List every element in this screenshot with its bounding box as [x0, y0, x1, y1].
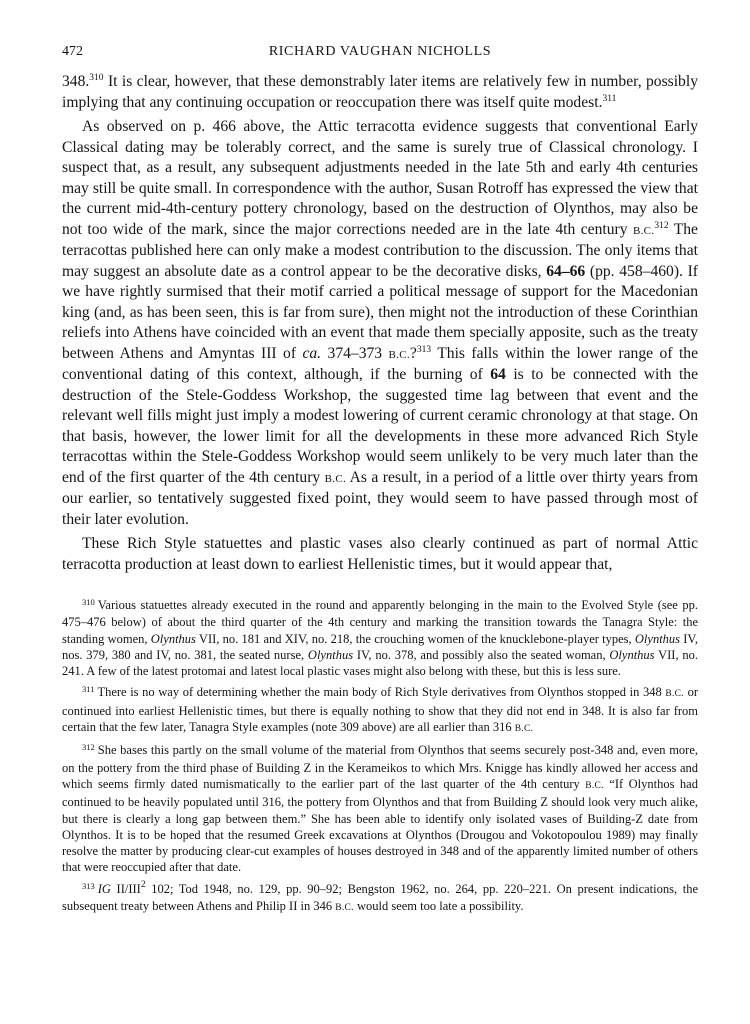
main-text: [62, 72, 698, 575]
footnote-number: 313: [82, 880, 95, 891]
era-abbreviation: B.C.: [324, 472, 347, 485]
footnote-ref-311[interactable]: 311: [602, 93, 617, 104]
journal-title: Olynthus: [609, 647, 655, 662]
footnotes: [62, 597, 698, 916]
text-run: VII, no. 241. A few of the latest protomai and latest local plastic vases might also belong with these, but this is less sure.: [62, 647, 698, 679]
text-run: As a result, in a period of a little over thirty years from our earlier, so tentatively suggested fixed point, they would seem to have passed through most of their later evolution.: [62, 468, 699, 528]
text-run: IV, no. 378, and possibly also the seated woman,: [353, 647, 610, 662]
running-head: RICHARD VAUGHAN NICHOLLS: [268, 44, 492, 59]
text-run: IV, nos. 379, 380 and IV, no. 381, the seated nurse,: [62, 631, 698, 662]
page: [62, 36, 698, 921]
footnote-ref-313[interactable]: 313: [416, 344, 432, 355]
era-abbreviation: B.C.: [335, 903, 354, 914]
text-run: is to be connected with the destruction of the Stele-Goddess Workshop, the suggested time lag between that event and the relevant well fills might just imply a modest lowering of current ceramic chronology at that stage. On that basis, however, the lower limit for all the developments in these more advanced Rich Style terracottas within the Stele-Goddess Workshop would seem unlikely to be very much later than the end of the first quarter of the 4th century: [62, 366, 698, 486]
footnote-ref-312[interactable]: 312: [654, 220, 669, 231]
paragraph-2: [62, 117, 698, 530]
paragraph-3: These Rich Style statuettes and plastic vases also clearly continued as part of normal Attic terracotta production at least down to earliest Hellenistic times, but it would appear that,: [62, 535, 698, 573]
text-run: This falls within the lower range of the conventional dating of this context, although, if the burning of: [62, 344, 698, 383]
footnote-number: 312: [82, 742, 95, 753]
text-run: The terracottas published here can only make a modest contribution to the discussion. The only items that may suggest an absolute date as a control appear to be the decorative disks,: [62, 220, 698, 280]
page-header: [62, 36, 698, 62]
text-run: There is no way of determining whether the main body of Rich Style derivatives from Olynthos stopped in 348: [97, 685, 666, 700]
text-run: As observed on p. 466 above, the Attic terracotta evidence suggests that conventional Early Classical dating may be tolerably correct, and the same is surely true of Classical chronology. I suspect that, as a result, any subsequent adjustments needed in the late 5th and early 4th centuries may still be quite small. In correspondence with the author, Susan Rotroff has expressed the view that the current mid-4th-century pottery chronology, based on the destruction of Olynthos, may also be not too wide of the mark, since the major corrections needed are in the late 4th century: [62, 118, 698, 238]
footnote-310: [62, 597, 698, 679]
journal-title: Olynthus: [307, 647, 354, 662]
journal-title: Olynthus: [150, 631, 196, 646]
catalogue-ref-64: 64: [490, 366, 506, 383]
footnote-ref-310[interactable]: 310: [89, 73, 104, 83]
footnote-312: [62, 742, 698, 875]
text-run: would seem too late a possibility.: [353, 899, 524, 914]
text-run: 374–373: [321, 344, 389, 362]
text-run: II/III: [110, 881, 141, 896]
edition-superscript: 2: [140, 879, 146, 890]
catalogue-ref-64-66: 64–66: [546, 262, 586, 280]
footnote-311: [62, 684, 698, 737]
footnote-number: 310: [82, 597, 95, 607]
era-abbreviation: B.C.: [388, 348, 410, 361]
text-run: 348.: [62, 73, 90, 90]
era-abbreviation: B.C.: [665, 689, 684, 700]
corpus-abbreviation: IG: [97, 881, 111, 896]
text-run: (pp. 458–460). If we have rightly surmised that their motif carried a political message of support for the Macedonian king (and, as has been seen, this is far from sure), then might not the introduction of these Corinthian reliefs into Athens have coincided with an event that made them specially apposite, such as the treaty between Athens and Amyntas III of: [62, 262, 698, 362]
footnote-313: [62, 881, 698, 917]
paragraph-1: [62, 72, 698, 113]
text-run: She bases this partly on the small volume of the material from Olynthos that seems securely post-348 and, even more, on the pottery from the third phase of Building Z in the Kerameikos to which Mrs. Knigge has kindly allowed her access and which seems firmly dated numismatically to the earlier part of the last quarter of the 4th century: [62, 743, 698, 791]
text-run: Various statuettes already executed in the round and apparently belonging in the main to the Evolved Style (see pp. 475–476 below) of about the third quarter of the 4th century and marking the transition towards the Tanagra Style: the standing women,: [62, 598, 698, 646]
text-run: “If Olynthos had continued to be heavily populated until 316, the pottery from Olynthos and that from Building Z should look very much alike, but there is clearly a long gap between them.” She has been able to identify only isolated vases of Building-Z date from Olynthos. It is to be hoped that the resumed Greek excavations at Olynthos (Drougou and Vokotopoulou 1989) may finally resolve the matter by producing clear-cut examples of houses destroyed in 348 and of the apparently limited number of others that were reoccupied after that date.: [62, 776, 698, 875]
era-abbreviation: B.C.: [632, 224, 655, 237]
text-run: ?: [409, 344, 417, 362]
text-run: VII, no. 181 and XIV, no. 218, the crouching women of the knucklebone-player types,: [195, 631, 635, 646]
text-run: or continued into earliest Hellenistic times, but there is equally nothing to show that they did not end in 348. It is also far from certain that the few later, Tanagra Style examples (note 309 above) are all earlier than 316: [62, 685, 698, 735]
era-abbreviation: B.C.: [514, 724, 534, 735]
text-run: It is clear, however, that these demonstrably later items are relatively few in number, possibly implying that any continuing occupation or reoccupation there was itself quite modest.: [62, 73, 698, 111]
circa-abbreviation: ca.: [302, 344, 322, 362]
footnote-number: 311: [82, 684, 95, 695]
journal-title: Olynthus: [634, 631, 681, 646]
era-abbreviation: B.C.: [585, 780, 604, 791]
text-run: 102; Tod 1948, no. 129, pp. 90–92; Bengston 1962, no. 264, pp. 220–221. On present indications, the subsequent treaty between Athens and Philip II in 346: [62, 881, 698, 914]
page-number: 472: [62, 44, 83, 59]
